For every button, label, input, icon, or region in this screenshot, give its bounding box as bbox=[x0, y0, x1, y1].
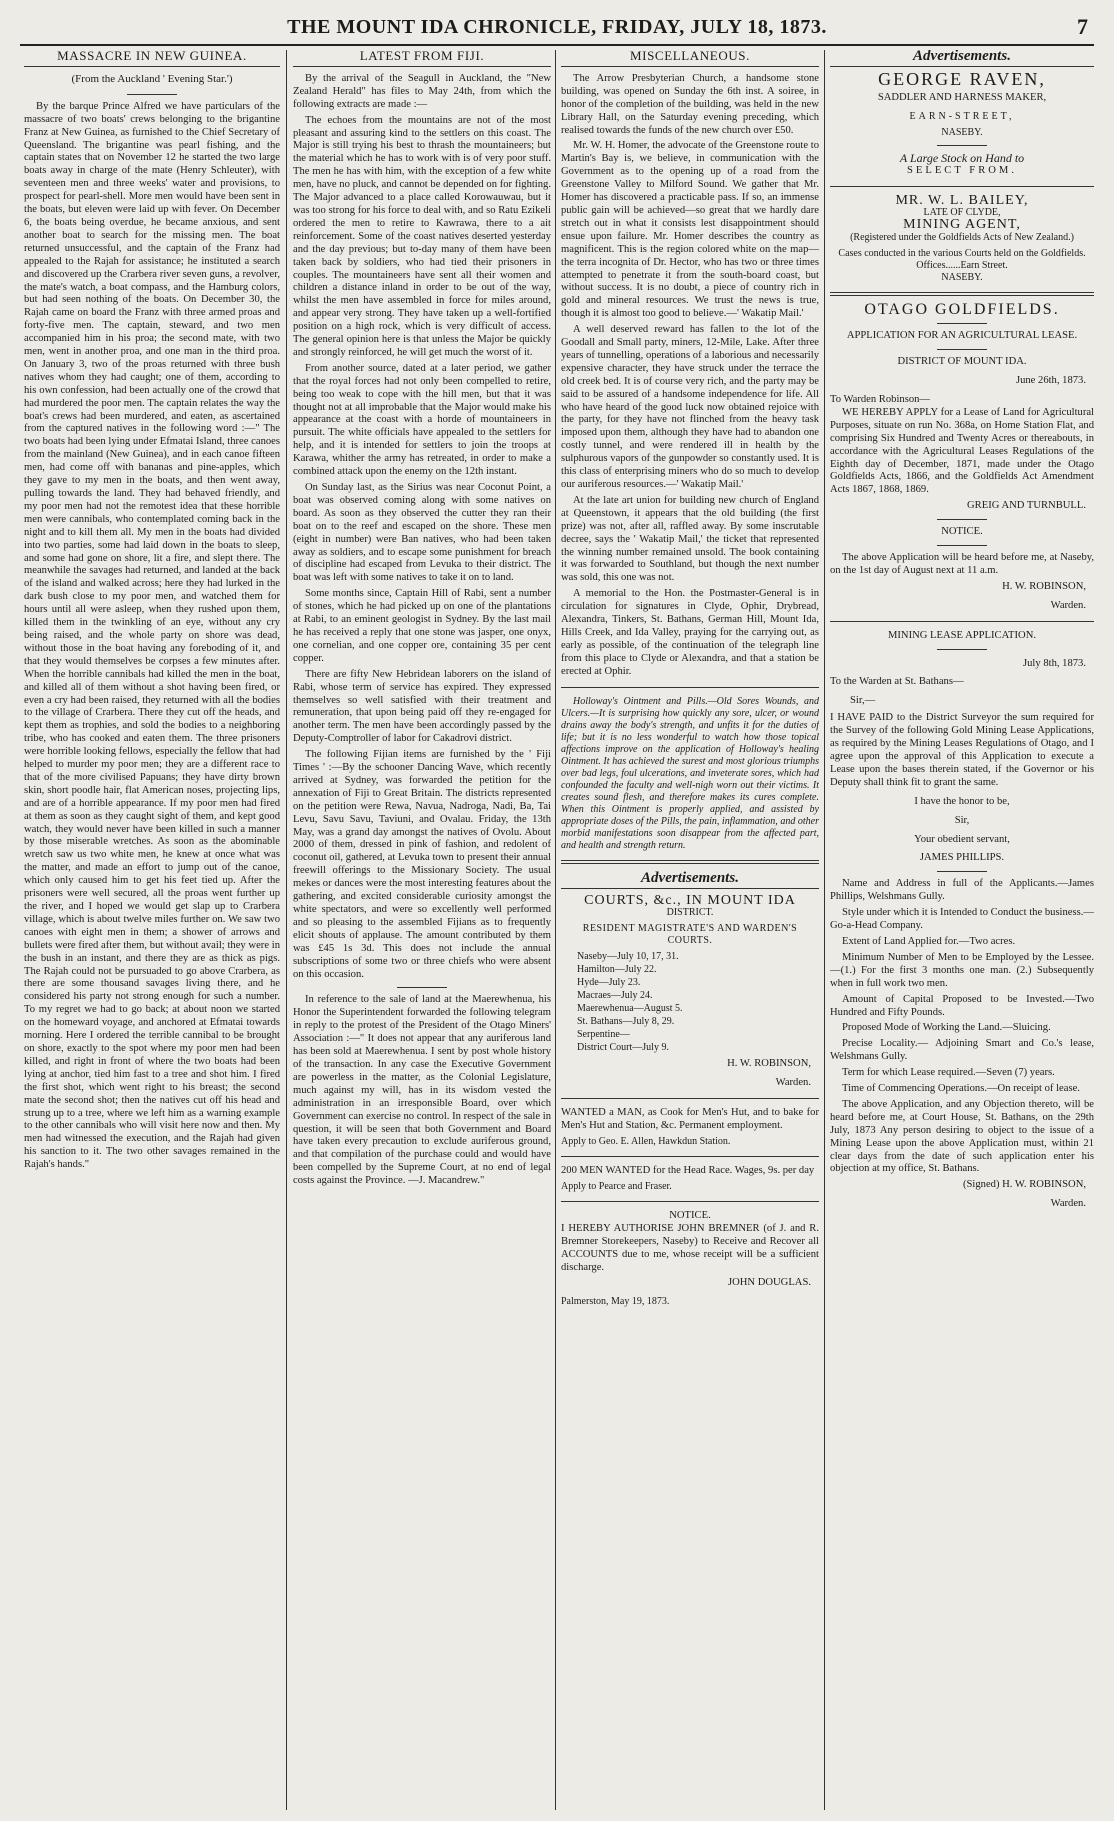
article-paragraph: On Sunday last, as the Sirius was near Coconut Point, a boat was observed coming along with some natives on board. As soon as they observed the cutter they ran their boat on to the reef and escaped on the shore. These men (eight in number) were Ban natives, who had been taken away as soldiers, and to escape some punishment for breach of discipline had escaped from Levuka to their district. The boat was left with some natives to take it on to land. bbox=[293, 482, 551, 584]
column-advertisements bbox=[830, 50, 1094, 1812]
courts-list bbox=[577, 951, 819, 1054]
mining-sir: Sir, bbox=[954, 814, 970, 826]
final-signature: (Signed) H. W. ROBINSON, bbox=[962, 1179, 1086, 1191]
column-massacre bbox=[24, 50, 280, 1812]
bailey-office: Offices......Earn Street. bbox=[916, 260, 1008, 272]
article-paragraph: The echoes from the mountains are not of the most pleasant and assuring kind to the settlers on this coast. The Major is still trying his best to thrash the mountaineers; but the material which he has to work with is of very poor stuff. The men he has with him, with the exception of a few white men, have no pluck, and cannot be depended on for fighting. The Major advanced to a place called Korowauwau, but it was too strong for his force to deal with, and so Ratu Ezikeli ordered the men to retire to Kawrawa, there to a ait reinforcement. Some of the coast natives deserted yesterday and the day previous; but to-day many of them have been taken back by soldiers, who had tied their prisoners in couples. The mountaineers have sent all their women and children a distance inland in order to be out of the way, whilst the men have assembled in force for miles around, and appear very strong. They have taken up a well-fortified position on a high rock, which is very difficult of access. The general opinion here is that unless the Major be quickly and strongly reinforced, he will get much the worst of it. bbox=[293, 114, 551, 358]
bailey-town: NASEBY. bbox=[941, 272, 983, 284]
divider bbox=[561, 687, 819, 688]
courts-resident: RESIDENT MAGISTRATE'S AND WARDEN'S COURTS. bbox=[582, 923, 798, 947]
lease-field: Style under which it is Intended to Conduct the business.—Go-a-Head Company. bbox=[830, 907, 1094, 932]
divider bbox=[830, 621, 1094, 622]
raven-stock: A Large Stock on Hand to bbox=[899, 150, 1025, 165]
notice-place: Palmerston, May 19, 1873. bbox=[561, 1296, 670, 1308]
divider bbox=[937, 545, 987, 546]
article-paragraph: There are fifty New Hebridean laborers on the island of Rabi, whose term of service has expired. They expressed themselves so well satisfied with their treatment and remuneration, that upon being paid off they re-engaged for another term. The men have been accordingly passed by the Deputy-Comptroller of labor for Cakadrovi district. bbox=[293, 668, 551, 745]
wanted-advert: WANTED a MAN, as Cook for Men's Hut, and to bake for Men's Hut and Station, &c. Permanent employment. bbox=[561, 1107, 819, 1132]
article-paragraph: In reference to the sale of land at the Maerewhenua, his Honor the Superintendent forwarded the following telegram in reply to the protest of the President of the Otago Miners' Association :—" It does not appear that any auriferous land has been sold at Maerewhenua. I sent by post whole history of the transaction. In any case the Executive Government are powerless in the matter, as the Colonial Legislature, much against my will, has in its wisdom vested the administration in an irresponsible Board, over which Government can exercise no control. In respect of the sale in question, it will be seen that both Government and Board have taken every precaution to exclude auriferous ground, and that compilation of the purchase could and would have been compelled by the Supreme Court, at no end of legal costs against the Province. —J. Macandrew." bbox=[293, 994, 551, 1187]
article-paragraph: At the late art union for building new church of England at Queenstown, it appears that the old building (the first prize) was not, after all, raffled away. By some inscrutable decree, says the ' Wakatip Mail,' the ticket that represented the winning number remained unsold. The book containing it was forwarded to Southland, but though the next number was sold, this one was not. bbox=[561, 494, 819, 584]
application-date: June 26th, 1873. bbox=[1015, 375, 1086, 387]
divider bbox=[937, 145, 987, 146]
district-title: DISTRICT OF MOUNT IDA. bbox=[897, 356, 1027, 368]
application-body: WE HEREBY APPLY for a Lease of Land for Agricultural Purposes, situate on run No. 368a, on Home Station Flat, and comprising Six Hundred and Twenty Acres or thereabouts, in accordance with the Agricultural Leases Regulations of the Eighth day of December, 1871, made under the Otago Goldfields Acts, 1866, and the Goldfields Act Amendment Acts 1867, 1868, 1869. bbox=[830, 406, 1094, 496]
lease-field: The above Application, and any Objection thereto, will be heard before me, at Court House, St. Bathans, on the 29th July, 1873 Any person desiring to object to the issue of a Mining Lease upon the above Application must, within 21 clear days from the date of such application enter his objection at my office, St. Bathans. bbox=[830, 1098, 1094, 1175]
divider bbox=[937, 323, 987, 324]
divider bbox=[561, 1201, 819, 1202]
list-item: Hyde—July 23. bbox=[577, 977, 641, 989]
list-item: Hamilton—July 22. bbox=[577, 964, 657, 976]
column-rule bbox=[286, 50, 287, 1810]
courts-title: COURTS, &c., IN MOUNT IDA bbox=[584, 892, 796, 908]
column-rule bbox=[555, 50, 556, 1810]
list-item: Naseby—July 10, 17, 31. bbox=[577, 951, 679, 963]
lease-field: Minimum Number of Men to be Employed by the Lessee.—(1.) For the first 3 months one man. (2.) Subsequently when in full work two men. bbox=[830, 951, 1094, 989]
raven-name: GEORGE RAVEN, bbox=[878, 68, 1046, 89]
article-paragraph: By the arrival of the Seagull in Auckland, the "New Zealand Herald" has files to May 24th, from which the following extracts are made :— bbox=[293, 72, 551, 110]
holloway-advert: Holloway's Ointment and Pills.—Old Sores Wounds, and Ulcers.—It is surprising how quickly any sore, ulcer, or wound drains away the body's strength, and unfits it for the duties of life; but it is no less wonderful to watch how those topical affections improve on the application of Holloway's healing Ointment. It has achieved the surest and most glorious triumphs over bad legs, foul ulcerations, and inveterate sores, which had confounded the faculty and well-nigh worn out their victims. It creates sound flesh, and therefore makes its cures complete. When this Ointment is properly applied, and assisted by appropriate doses of the Pills, the pain, inflammation, and other morbid manifestations soon disappear from the affected part, and health and strength return. bbox=[561, 695, 819, 851]
bailey-cases: Cases conducted in the various Courts held on the Goldfields. bbox=[838, 248, 1086, 260]
notice-body: The above Application will be heard before me, at Naseby, on the 1st day of August next at 11 a.m. bbox=[830, 552, 1094, 576]
courts-signer-title: Warden. bbox=[775, 1077, 811, 1089]
raven-street: EARN-STREET, bbox=[909, 110, 1015, 122]
notice-body: I HEREBY AUTHORISE JOHN BREMNER (of J. and R. Bremner Storekeepers, Naseby) to Receive and Recover all ACCOUNTS due to me, whose receipt will be a sufficient discharge. bbox=[561, 1222, 819, 1273]
lease-field: Name and Address in full of the Applicants.—James Phillips, Welshmans Gully. bbox=[830, 878, 1094, 903]
lease-field: Extent of Land Applied for.—Two acres. bbox=[842, 935, 1016, 947]
article-paragraph: The following Fijian items are furnished by the ' Fiji Times ' :—By the schooner Dancing Wave, which recently arrived at Sydney, was forwarded the petition for the annexation of Fiji to Great Britain. The districts represented on the petition were Rewa, Navua, Nadroga, Nadi, Ba, Tai Levu, Savu Savu, Taviuni, and Ovalau. Friday, the 13th May, was a grand day amongst the natives of Ovolu. About 2000 of them, dressed in pink of fashion, and redolent of coconut oil, gathered, at Levuka town to present their annual freewill offerings to the Missionary Society. The usual mekes or dances were the most interesting features about the gathering, and excited considerable curiosity amongst the white spectators, and were so excellently well performed and so pleasing to the assembled Fijians as to frequently elicit shouts of applause. The amount contributed by them was £45 1s 3d. This does not include the annual subscriptions of some two or three chiefs who were absent on this occasion. bbox=[293, 749, 551, 980]
wanted-apply: Apply to Geo. E. Allen, Hawkdun Station. bbox=[561, 1136, 731, 1148]
notice-heading: NOTICE. bbox=[669, 1209, 711, 1221]
article-heading: MISCELLANEOUS. bbox=[561, 50, 819, 67]
application-signature: GREIG AND TURNBULL. bbox=[967, 500, 1086, 512]
lease-field: Amount of Capital Proposed to be Invested.—Two Hundred and Fifty Pounds. bbox=[830, 993, 1094, 1018]
article-paragraph: A well deserved reward has fallen to the lot of the Goodall and Small party, miners, 12-Mile, Lake. After three years of tunnelling, operations of a laborious and necessarily expensive character, they have struck under the terrace the old creek bed. It is of course very rich, and the party may be said to be assured of a handsome independence for life. All who have heard of the good luck now obtained rejoice with the party, for they have not flinched from the heavy task imposed upon them, although they have had to abandon one costly tunnel, and were rendered ill in health by the sulphurous vapors of the gunpowder so constantly used. It is this class of enterprising miners who do so much to develop our auriferous resources.—' Wakatip Mail.' bbox=[561, 324, 819, 490]
bailey-registered: (Registered under the Goldfields Acts of New Zealand.) bbox=[850, 232, 1074, 244]
courts-subtitle: DISTRICT. bbox=[666, 907, 714, 919]
column-rule bbox=[824, 50, 825, 1810]
notice-signature: JOHN DOUGLAS. bbox=[728, 1277, 811, 1289]
masthead bbox=[20, 10, 1094, 46]
article-paragraph: From another source, dated at a later period, we gather that the royal forces had not only been compelled to retire, being too weak to cope with the hill men, but that it was thought not at all improbable that the Major would make his appearance at the coast with a horde of mountaineers in pursuit. The white officials have appealed to the settlers for help, and it is intended for settlers to join the troops at Karawa, whither the army has retreated, in order to make a combined attack upon the enemy on the 12th instant. bbox=[293, 362, 551, 478]
list-item: Macraes—July 24. bbox=[577, 990, 653, 1002]
divider bbox=[561, 860, 819, 864]
column-miscellaneous bbox=[561, 50, 819, 1812]
divider bbox=[937, 519, 987, 520]
bailey-name: MR. W. L. BAILEY, bbox=[895, 192, 1029, 208]
divider bbox=[561, 1156, 819, 1157]
bailey-role: MINING AGENT, bbox=[903, 217, 1021, 233]
mining-salutation: Sir,— bbox=[850, 695, 876, 707]
mining-body: I HAVE PAID to the District Surveyor the sum required for the Survey of the following Gold Mining Lease Applications, as required by the Mining Leases Regulations of Otago, and I agree upon the approval of this Application to execute a Lease upon the bases therein stated, if the Governor or his Deputy shall think fit to grant the same. bbox=[830, 712, 1094, 788]
notice-signature-title: Warden. bbox=[1050, 599, 1086, 611]
mining-date: July 8th, 1873. bbox=[1023, 657, 1086, 669]
list-item: Serpentine— bbox=[577, 1029, 630, 1041]
mining-signature: JAMES PHILLIPS. bbox=[919, 852, 1005, 864]
article-paragraph: By the barque Prince Alfred we have particulars of the massacre of two boats' crews belonging to the brigantine Franz at New Guinea, as furnished to the Chief Secretary of Queensland. The brigantine was pearl fishing, and the captain states that on November 12 he started the two large boats away in charge of the mate (Henry Schleuter), with seventeen men and three weeks' water and provisions, to prospect for pearl-shell. More men would have been sent in the boats, but eleven were laid up with fever. On December 6, the boats being overdue, he became anxious, and sent another boat to search for the missing men. The boat returned unsuccessful, and the captain of the Franz had appealed to the Rajah for assistance; he instituted a search and discovered up the Crarbera river seven guns, a revolver, the mate's watch, a boat compass, and the Hamburg colors, but had seen nothing of the boats. On December 30, the Rajah came on board the Franz with three armed proas and forty-five men. The captain, steward, and two men accompanied him in his proa; the second mate, with two men, went in another proa, and one man in the third proa. On January 3, two of the proas returned with three bush natives whom they had caught; one of them, according to his own confession, had been actually one of the crowd that had murdered the poor men. The captain relates the way the boat's crews had been murdered, and eaten, as ascertained from the captured natives in the following word :—" The two boats had been lying under Efmatai Island, three canoes from the mainland (New Guinea), and in each canoe fifteen men, had come off with bananas and pine-apples, which they gave to my men in the boats, and then went away, pulling towards the land. They had behaved friendly, and my poor men had not the remotest idea that these horrible men were cannibals, who contemplated coming back in the night and to kill them all. My men in the boats had divided into two parties, some had laid down in the boats to sleep, and some had gone on shore, lit a fire, and slept there. The meanwhile the savages had returned, and landed at the back of the island and walked across; here they had lurked in the dark bush close to my poor men, and watched them for hours until all were asleep, when they rushed upon them, killed them in the twinkling of an eye, without any cry being raised, and the whole party on shore was dead, without those in the boat having any foreboding of it, and that they would themselves be corpses a few minutes after. When the horrible cannibals had killed the men in the boat, and killed all of them without a shot having been fired, or even a cry had been raised, they returned with all the bodies to the village of Crarbera. There they cut off the heads, and kept them as trophies, and sold the bodies to a neighboring tribe, who has cooked and eaten them. The three prisoners were horrible looking fellows, especially the fellow that had helped to murder my poor men; they are a different race to that of the more civilised Papuans; they have dirty brown skin, short poodle hair, flat American noses, projecting lips, and are of a horrible appearance. If my poor men had fired at them as soon as they caught sight of them, and kept good watch, they would never have been killed in such a manner by those miserable wretches. As soon as the abominable wretch saw us two white men, he knew at once what was the matter, and made an effort to jump out of the canoe, which only caused him to get his feet tied up. After the prisoners were well secured, all the proas went further up the river, and I hoped we would get slap up to Crarbera village, which is about twelve miles further on. We saw two canoes with eight men in them; a shower of arrows and bullets were fired after them, but without avail; they were in the bush in an instant, and there they are as thick as pigs. The Rajah could not be pursuaded to go above Crarbera, as there are some thousand savages living there, and he considered his party not strong enough for such a number. To my regret we had to go back; at about noon we started on the homeward voyage, and anchored at Efmatai towards morning. Here I ordered the terrible cannibal to be brought on shore, exactly to the spot where my poor men had been killed, and right in front of where the two boats had been lying at anchor, tied him fast to a tree and shot him. I fired the first shot, which went right to his breast; the second mate the second shot; then the natives cut off his head and strung up to a tree, where we left him as a warning example to the other cannibals who will visit here now and then. My men had witnessed the execution, and the Rajah had given his sanction to it. The two other savages remained in the Rajah's hands." bbox=[24, 100, 280, 1171]
divider bbox=[830, 186, 1094, 187]
divider bbox=[937, 649, 987, 650]
application-addressee: To Warden Robinson— bbox=[830, 393, 931, 405]
list-item: St. Bathans—July 8, 29. bbox=[577, 1016, 675, 1028]
article-heading: LATEST FROM FIJI. bbox=[293, 50, 551, 67]
divider bbox=[561, 1098, 819, 1099]
divider bbox=[937, 349, 987, 350]
mining-heading: MINING LEASE APPLICATION. bbox=[887, 629, 1037, 641]
article-source: (From the Auckland ' Evening Star.') bbox=[71, 72, 233, 85]
list-item: Maerewhenua—August 5. bbox=[577, 1003, 683, 1015]
article-paragraph: A memorial to the Hon. the Postmaster-General is in circulation for signatures in Clyde, Ophir, Drybread, Alexandra, Tinkers, St. Bathans, German Hill, Mount Ida, Hills Creek, and Ida Valley, praying for the carrying out, as early as possible, of the continuation of the telegraph line from this place to Clyde or Alexandra, and that a station be erected at Ophir. bbox=[561, 588, 819, 677]
mining-honor: I have the honor to be, bbox=[914, 795, 1010, 807]
masthead-title: THE MOUNT IDA CHRONICLE, FRIDAY, JULY 18, 1873. bbox=[287, 16, 827, 38]
application-title: APPLICATION FOR AN AGRICULTURAL LEASE. bbox=[846, 330, 1078, 342]
lease-field: Term for which Lease required.—Seven (7) years. bbox=[842, 1067, 1055, 1079]
mining-addressee: To the Warden at St. Bathans— bbox=[830, 676, 964, 688]
divider bbox=[937, 871, 987, 872]
otago-title: OTAGO GOLDFIELDS. bbox=[864, 301, 1060, 319]
advertisements-heading: Advertisements. bbox=[561, 872, 819, 889]
article-heading: MASSACRE IN NEW GUINEA. bbox=[24, 50, 280, 67]
notice-heading: NOTICE. bbox=[941, 526, 983, 538]
article-paragraph: The Arrow Presbyterian Church, a handsome stone building, was opened on Sunday the 6th inst. A soiree, in honor of the completion of the building, was held in the new Library Hall, on the Saturday evening preceding, which realised towards the funds of the new church over £50. bbox=[561, 72, 819, 136]
divider bbox=[830, 292, 1094, 296]
final-signature-title: Warden. bbox=[1050, 1198, 1086, 1210]
raven-select: SELECT FROM. bbox=[907, 164, 1017, 176]
column-fiji bbox=[293, 50, 551, 1812]
lease-field: Time of Commencing Operations.—On receipt of lease. bbox=[842, 1083, 1080, 1095]
lease-field: Precise Locality.— Adjoining Smart and Co.'s lease, Welshmans Gully. bbox=[830, 1038, 1094, 1063]
divider bbox=[127, 94, 177, 95]
list-item: District Court—July 9. bbox=[577, 1042, 669, 1054]
article-paragraph: Mr. W. H. Homer, the advocate of the Greenstone route to Martin's Bay is, we believe, in communication with the Government as to the opening up of a road from the Greenstone Valley to Milford Sound. We gather that Mr. Homer has discovered a practicable pass. If so, an immense public gain will be achieved—so great that we hardly dare stretch out in what it consists lest disappointment should ensue upon failure. Mr. Homer describes the country as magnificent. This is the region colored white on the map—the terra incognita of Dr. Hector, who has two or three times attempted to penetrate it from the south-board coast, but without success. It is no doubt, a piece of country rich in gold and mineral resources. We trust the news is true, though it is almost too good to believe.—' Wakatip Mail.' bbox=[561, 140, 819, 320]
notice-signature: H. W. ROBINSON, bbox=[1002, 580, 1086, 592]
men-wanted-apply: Apply to Pearce and Fraser. bbox=[561, 1180, 672, 1192]
advertisements-heading: Advertisements. bbox=[830, 50, 1094, 67]
mining-obedient: Your obedient servant, bbox=[914, 833, 1010, 845]
article-paragraph: Some months since, Captain Hill of Rabi, sent a number of stones, which he had picked up on one of the plantations at Rabi, to an eminent geologist in Sydney. By the last mail he has received a reply that one stone was jasper, one onyx, one cornelian, and one copper ore, containing 35 per cent copper. bbox=[293, 588, 551, 664]
raven-town: NASEBY. bbox=[941, 126, 983, 138]
men-wanted-advert: 200 MEN WANTED for the Head Race. Wages, 9s. per day bbox=[561, 1165, 815, 1177]
page-number: 7 bbox=[1077, 14, 1088, 39]
courts-signer: H. W. ROBINSON, bbox=[727, 1058, 811, 1070]
lease-field: Proposed Mode of Working the Land.—Sluicing. bbox=[842, 1022, 1051, 1034]
divider bbox=[397, 987, 447, 988]
bailey-late: LATE OF CLYDE, bbox=[923, 207, 1001, 219]
raven-trade: SADDLER AND HARNESS MAKER, bbox=[877, 91, 1047, 103]
